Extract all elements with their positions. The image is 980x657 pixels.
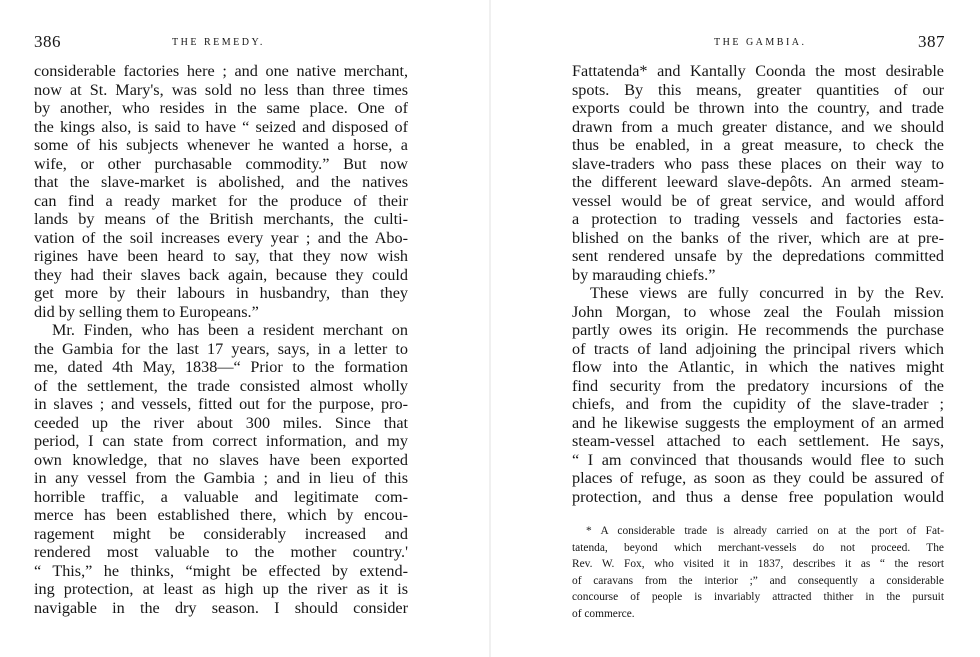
text-line: of the settlement, the trade consisted almost wholly <box>34 376 408 395</box>
text-line: they had their slaves back again, because they could <box>34 265 408 284</box>
text-line: now at St. Mary's, was sold no less than three times <box>34 80 408 99</box>
text-line: merce has been established there, which by encou- <box>34 506 408 524</box>
text-line: horrible traffic, a valuable and legitimate com- <box>34 487 408 506</box>
text-line: John Morgan, to whose zeal the Foulah mission <box>572 302 944 321</box>
footnote <box>572 523 944 622</box>
text-line: period, I can state from correct information, and my <box>34 432 408 450</box>
text-line: own knowledge, that no slaves have been exported <box>34 450 408 469</box>
text-line: flow into the Atlantic, in which the natives might <box>572 358 944 376</box>
text-line: by marauding chiefs.” <box>572 265 716 284</box>
footnote-line: Rev. W. Fox, who visited it in 1837, describes it as “ the resort <box>572 558 944 570</box>
text-line: in slaves ; and vessels, fitted out for the purpose, pro- <box>34 395 408 413</box>
right-body-text <box>572 62 944 506</box>
text-line: vessel would be of great service, and would afford <box>572 191 944 210</box>
text-line: the Gambia for the last 17 years, says, in a letter to <box>34 339 408 358</box>
text-line: steam-vessel attached to each settlement. He says, <box>572 432 944 450</box>
text-line: slave-traders who pass these places on their way to <box>572 154 944 173</box>
text-line: some of his subjects whenever he wanted a horse, a <box>34 136 408 154</box>
text-line: “ I am convinced that thousands would flee to such <box>572 450 944 469</box>
text-line: chiefs, and from the cupidity of the slave-trader ; <box>572 395 944 413</box>
right-page-number: 387 <box>918 32 945 51</box>
text-line: spots. By this means, greater quantities of our <box>572 80 944 99</box>
footnote-line: * A considerable trade is already carried on at the port of Fat- <box>586 525 944 537</box>
text-line: a protection to trading vessels and factories esta- <box>572 210 944 228</box>
left-running-head: THE REMEDY. <box>172 37 265 48</box>
text-line: blished on the banks of the river, which are at pre- <box>572 228 944 247</box>
text-line: the different leeward slave-depôts. An armed steam- <box>572 173 944 191</box>
text-line: rigines have been heard to say, that they now wish <box>34 247 408 265</box>
text-line: exports could be thrown into the country, and trade <box>572 99 944 117</box>
text-line: thus be enabled, in a great measure, to check the <box>572 136 944 154</box>
footnote-line: concourse of people is invariably attracted thither in the pursuit <box>572 591 944 603</box>
text-line: lands by means of the British merchants, the culti- <box>34 210 408 228</box>
text-line: considerable factories here ; and one native merchant, <box>34 62 408 80</box>
text-line: rendered most valuable to the mother country.' <box>34 543 408 561</box>
text-line: did by selling them to Europeans.” <box>34 302 259 321</box>
gutter <box>489 0 491 657</box>
text-line: ragement might be considerably increased and <box>34 524 408 543</box>
text-line: Mr. Finden, who has been a resident merchant on <box>52 321 408 339</box>
text-line: protection, and thus a dense free population would <box>572 487 944 506</box>
text-line: get more by their labours in husbandry, than they <box>34 284 408 302</box>
text-line: navigable in the dry season. I should consider <box>34 598 408 617</box>
text-line: the kings also, is said to have “ seized and disposed of <box>34 117 408 136</box>
text-line: that the slave-market is abolished, and the natives <box>34 173 408 191</box>
text-line: ceeded up the river about 300 miles. Since that <box>34 413 408 432</box>
text-line: “ This,” he thinks, “might be effected by extend- <box>34 561 408 580</box>
right-running-head: THE GAMBIA. <box>714 37 807 48</box>
footnote-line: of caravans from the interior ;” and consequently a considerable <box>572 574 944 587</box>
footnote-line: tatenda, beyond which merchant-vessels do not proceed. The <box>572 541 944 554</box>
text-line: find security from the predatory incursions of the <box>572 376 944 395</box>
text-line: in any vessel from the Gambia ; and in lieu of this <box>34 469 408 487</box>
left-page-number: 386 <box>34 32 61 51</box>
text-line: These views are fully concurred in by the Rev. <box>590 284 944 302</box>
text-line: ing protection, at least as high up the river as it is <box>34 580 408 598</box>
left-body-text <box>34 62 408 617</box>
text-line: can find a ready market for the produce of their <box>34 191 408 210</box>
text-line: me, dated 4th May, 1838—“ Prior to the formation <box>34 358 408 376</box>
text-line: vation of the soil increases every year ; and the Abo- <box>34 228 408 247</box>
footnote-line: of commerce. <box>572 607 635 620</box>
text-line: Fattatenda* and Kantally Coonda the most desirable <box>572 62 944 80</box>
text-line: partly owes its origin. He recommends the purchase <box>572 321 944 339</box>
text-line: sent rendered unsafe by the depredations committed <box>572 247 944 265</box>
text-line: and he likewise suggests the employment of an armed <box>572 413 944 432</box>
text-line: wife, or other purchasable commodity.” But now <box>34 154 408 173</box>
text-line: places of refuge, as soon as they could be assured of <box>572 469 944 487</box>
text-line: of tracts of land adjoining the principal rivers which <box>572 339 944 358</box>
text-line: by another, who resides in the same place. One of <box>34 99 408 117</box>
text-line: drawn from a much greater distance, and we should <box>572 117 944 136</box>
